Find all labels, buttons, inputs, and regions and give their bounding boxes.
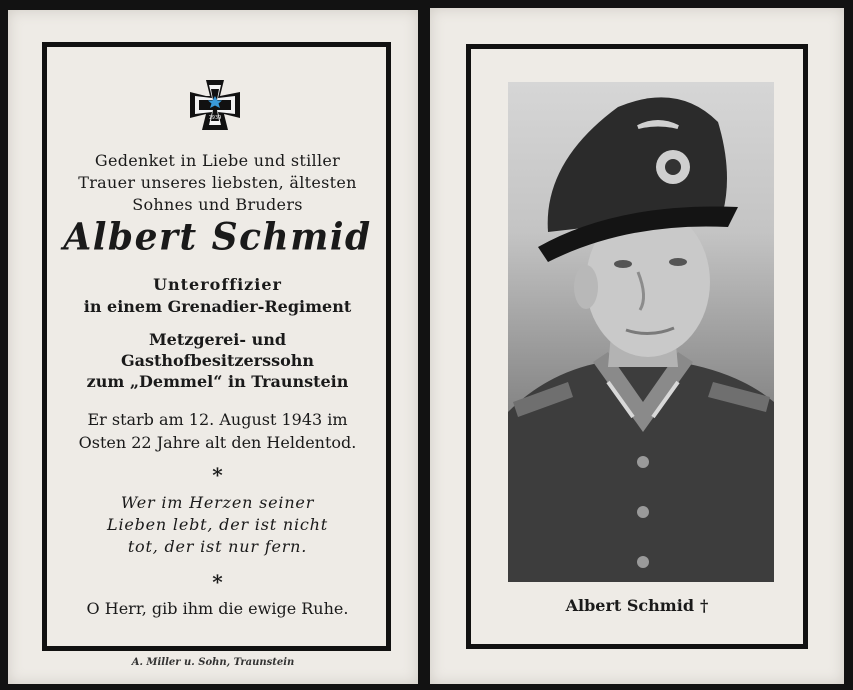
occupation-text	[48, 329, 387, 392]
dagger-symbol: †	[700, 596, 709, 615]
right-memorial-card	[430, 8, 844, 684]
star-divider: *	[212, 463, 223, 487]
rank-title: Unteroffizier	[153, 275, 282, 294]
printer-imprint: A. Miller u. Sohn, Traunstein	[131, 657, 295, 668]
regiment: in einem Grenadier-Regiment	[83, 297, 352, 316]
rank-block	[48, 274, 387, 318]
death-notice	[48, 408, 387, 454]
verse-lines: Wer im Herzen seiner Lieben lebt, der ist nicht tot, der ist nur fern.	[107, 493, 328, 556]
star-divider-2: *	[212, 570, 223, 594]
memorial-verse	[48, 492, 387, 558]
occupation-lines: Metzgerei- und Gasthofbesitzerssohn zum „Demmel“ in Traunstein	[86, 330, 349, 391]
iron-cross-icon	[189, 79, 241, 131]
intro-text	[48, 150, 387, 216]
death-lines: Er starb am 12. August 1943 im Osten 22 Jahre alt den Heldentod.	[78, 410, 357, 452]
prayer-line: O Herr, gib ihm die ewige Ruhe.	[86, 599, 349, 618]
portrait-illustration	[508, 82, 774, 582]
deceased-name: Albert Schmid	[63, 214, 372, 260]
soldier-portrait-photo	[508, 82, 774, 582]
intro-lines: Gedenket in Liebe und stiller Trauer unseres liebsten, ältesten Sohnes und Bruders	[78, 151, 357, 214]
left-memorial-card	[8, 10, 418, 684]
caption-name: Albert Schmid	[565, 596, 694, 615]
cross-year: 1939	[208, 115, 222, 121]
photo-caption	[466, 596, 808, 615]
